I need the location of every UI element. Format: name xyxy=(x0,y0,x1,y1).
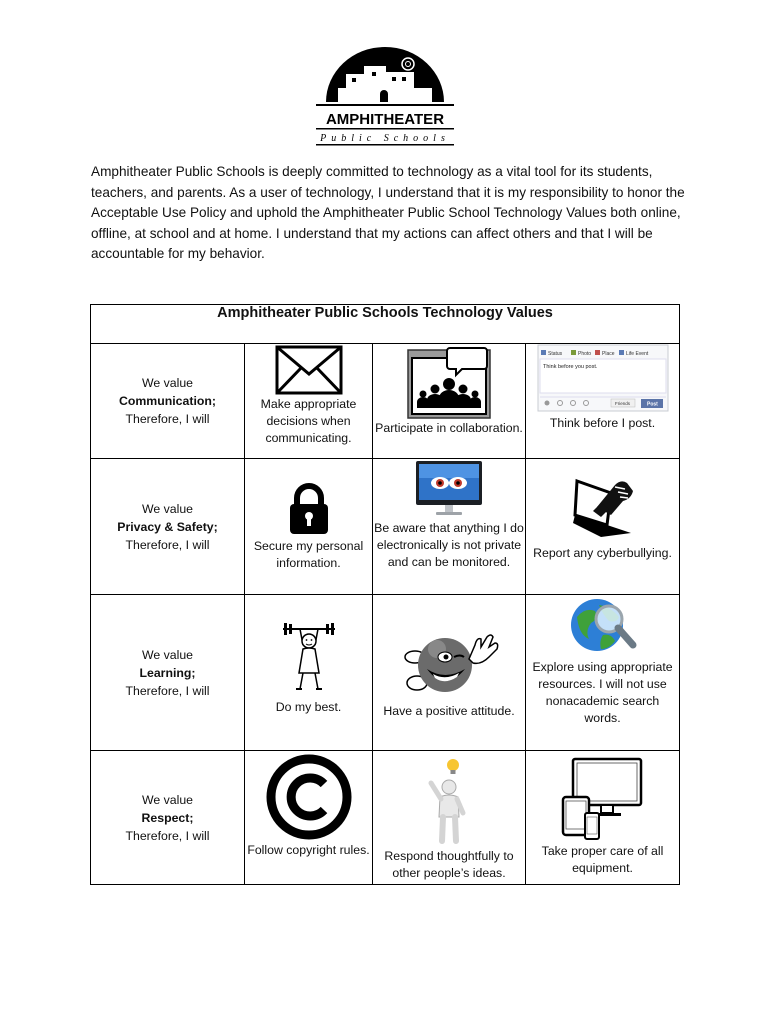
intro-paragraph: Amphitheater Public Schools is deeply committed to technology as a vital tool for its students, teachers, and parents. As a user of technology, I understand that it is my responsibility to honor the Acceptable Use Policy and uphold the Amphitheater Public School Technology Values both online, offline, at school and at home. I understand that my actions can affect others and that I will be accountable for my behavior. xyxy=(91,164,685,261)
action-cell xyxy=(245,459,373,595)
action-text: Report any cyberbullying. xyxy=(533,546,672,560)
table-row xyxy=(91,595,680,751)
monitor-eyes-icon xyxy=(414,459,484,517)
hand-laptop-icon xyxy=(571,473,635,539)
therefore-label: Therefore, I will xyxy=(125,412,210,426)
value-cell xyxy=(91,751,245,885)
action-cell xyxy=(373,459,526,595)
lightbulb-person-icon xyxy=(427,757,471,845)
table-row xyxy=(91,751,680,885)
table-title: Amphitheater Public Schools Technology Values xyxy=(91,305,680,344)
action-cell xyxy=(373,751,526,885)
value-cell xyxy=(91,459,245,595)
action-text: Follow copyright rules. xyxy=(247,843,370,857)
post-tab-life-event: Life Event xyxy=(625,351,648,357)
we-value-label: We value xyxy=(141,647,194,662)
post-tab-place: Place xyxy=(601,351,615,357)
action-cell xyxy=(373,344,526,459)
action-text: Explore using appropriate resources. I will not use nonacademic search words. xyxy=(532,660,673,725)
value-name: Learning; xyxy=(139,665,196,680)
collaboration-icon xyxy=(406,344,492,420)
action-cell xyxy=(526,751,680,885)
action-cell xyxy=(526,344,680,459)
action-cell xyxy=(245,344,373,459)
post-button-label: Post xyxy=(646,401,658,408)
post-tab-status: Status xyxy=(547,351,562,357)
post-prompt: Think before you post. xyxy=(542,364,597,370)
action-text: Be aware that anything I do electronically is not private and can be monitored. xyxy=(374,521,524,569)
logo-subtitle: Public Schools xyxy=(320,133,450,144)
value-name: Communication; xyxy=(118,394,216,408)
action-text: Participate in collaboration. xyxy=(375,421,523,435)
action-text: Do my best. xyxy=(275,700,342,714)
action-text: Have a positive attitude. xyxy=(383,704,515,718)
action-cell xyxy=(526,459,680,595)
envelope-icon xyxy=(274,344,344,396)
action-text: Think before I post. xyxy=(549,416,656,430)
post-tab-photo: Photo xyxy=(577,351,591,357)
padlock-icon xyxy=(288,482,330,536)
value-name: Privacy & Safety; xyxy=(117,519,218,534)
logo-name: AMPHITHEATER xyxy=(325,111,445,128)
weightlifter-icon xyxy=(281,621,337,693)
social-post-screenshot-icon xyxy=(537,344,669,412)
action-cell xyxy=(373,595,526,751)
table-row xyxy=(91,344,680,459)
value-name: Respect; xyxy=(141,810,194,825)
amphitheater-logo xyxy=(312,44,458,148)
action-text: Take proper care of all equipment. xyxy=(541,844,664,875)
action-text: Respond thoughtfully to other people’s ideas. xyxy=(384,849,514,880)
devices-icon xyxy=(561,757,645,841)
globe-magnifier-icon xyxy=(569,595,637,657)
we-value-label: We value xyxy=(141,501,194,516)
post-audience: Friends xyxy=(614,401,630,406)
copyright-icon xyxy=(266,754,352,840)
we-value-label: We value xyxy=(141,792,194,807)
action-text: Secure my personal information. xyxy=(253,538,364,570)
value-cell xyxy=(91,595,245,751)
action-cell xyxy=(245,595,373,751)
action-cell xyxy=(245,751,373,885)
technology-values-table xyxy=(90,304,680,885)
therefore-label: Therefore, I will xyxy=(125,683,210,698)
therefore-label: Therefore, I will xyxy=(125,828,210,843)
therefore-label: Therefore, I will xyxy=(125,537,210,552)
value-cell xyxy=(91,344,245,459)
action-cell xyxy=(526,595,680,751)
we-value-label: We value xyxy=(141,376,194,390)
action-text: Make appropriate decisions when communicating. xyxy=(260,397,357,445)
winking-smiley-icon xyxy=(397,631,501,695)
table-row xyxy=(91,459,680,595)
